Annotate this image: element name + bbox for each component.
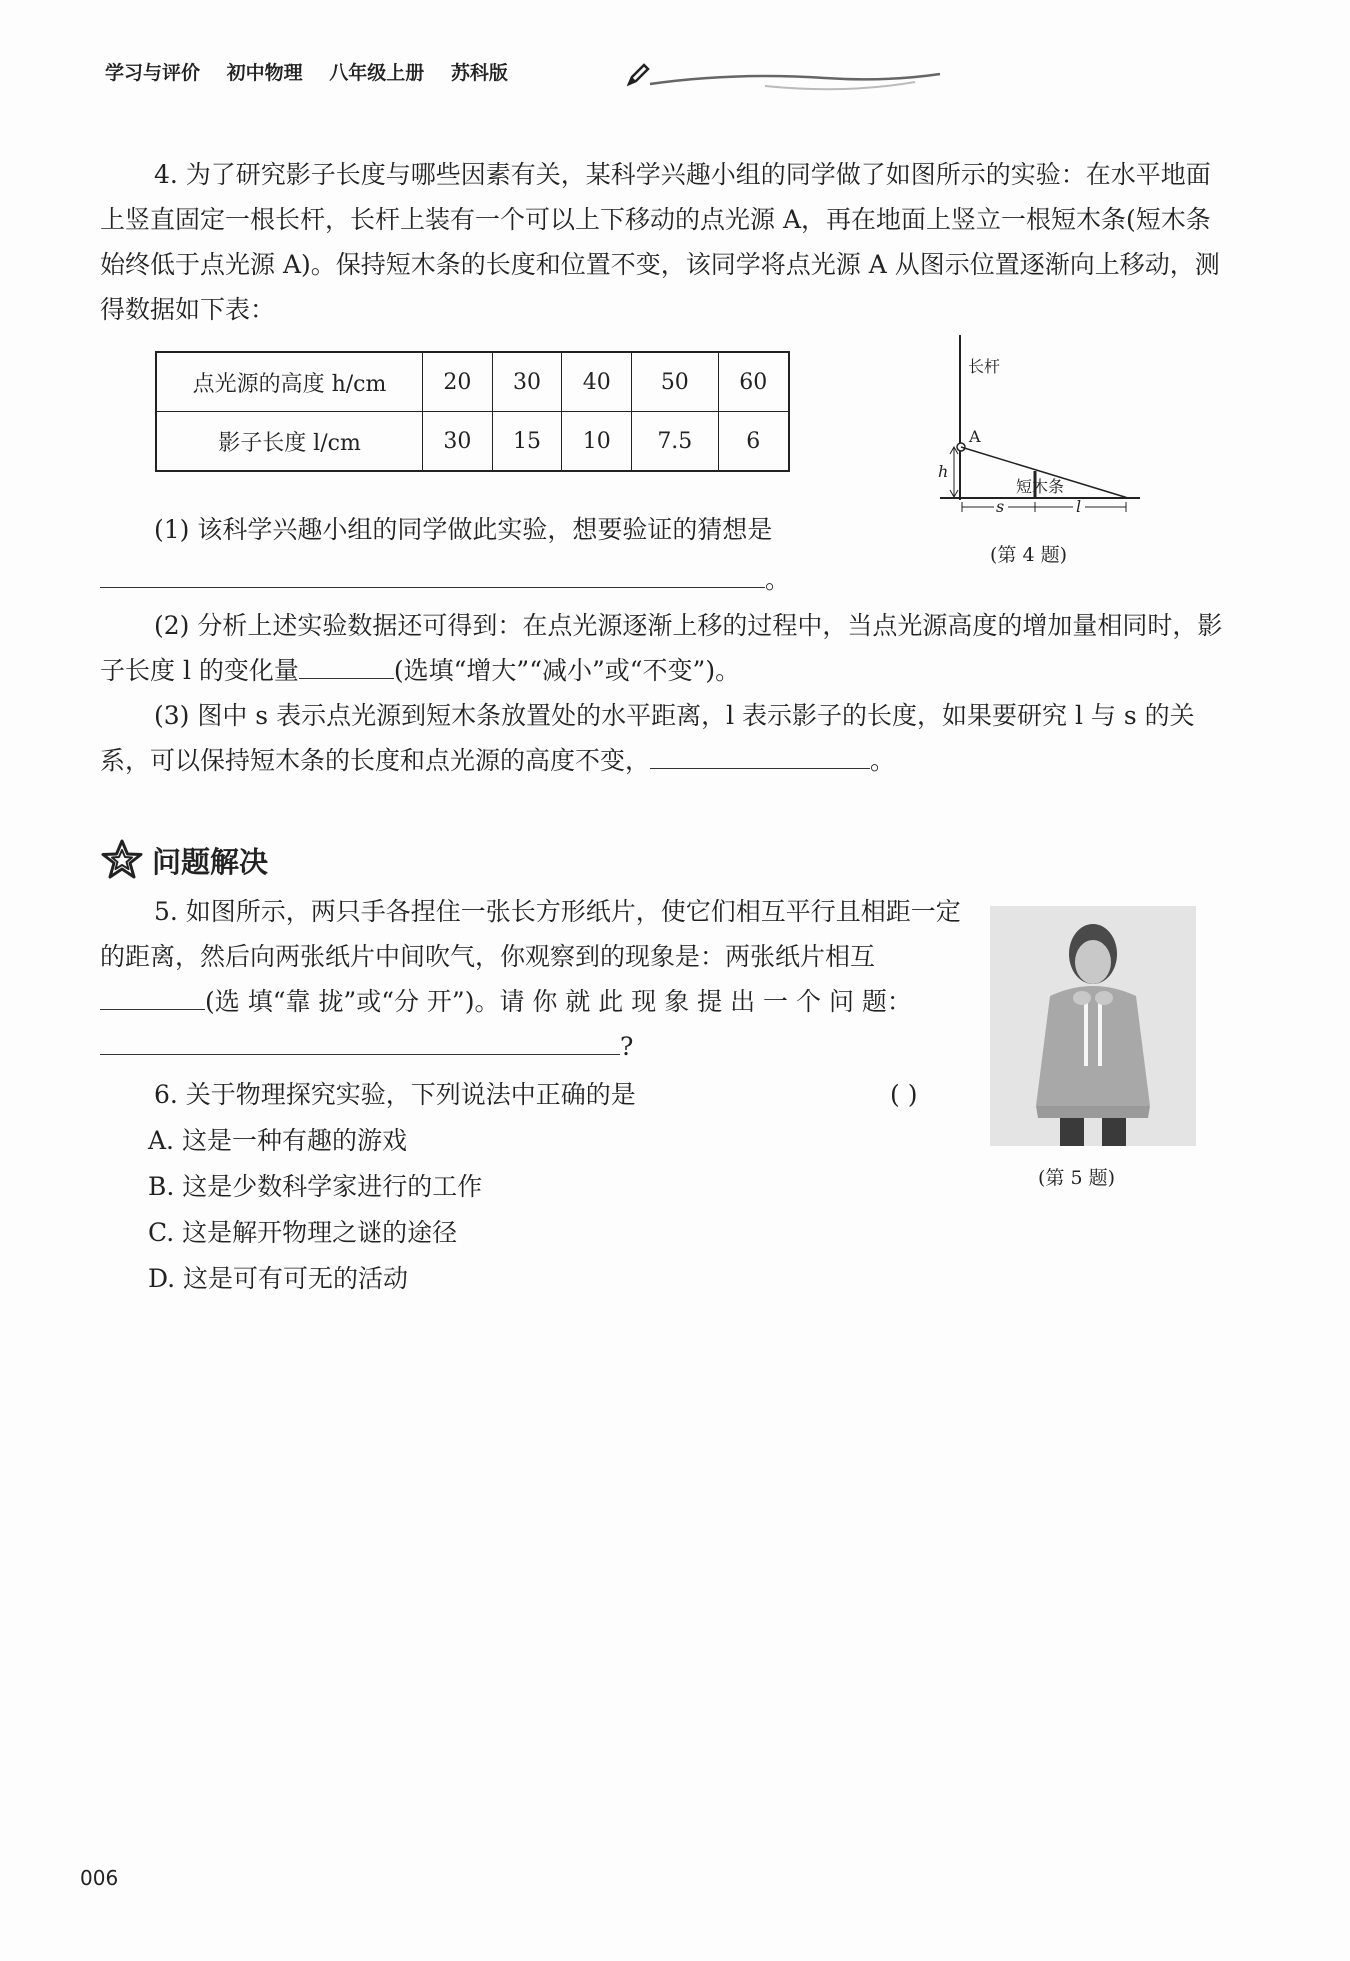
q5-text (100, 889, 970, 1069)
person-blowing-paper-image (990, 906, 1196, 1146)
table-cell: 7.5 (632, 412, 719, 472)
table-cell: 50 (632, 352, 719, 412)
q4-sub3-answer-blank[interactable] (650, 738, 870, 769)
stick-label: 短木条 (1016, 477, 1065, 496)
q5-photo (990, 906, 1196, 1146)
table-cell: 40 (562, 352, 632, 412)
q6-option-c: C. 这是解开物理之谜的途径 (148, 1218, 458, 1247)
q4-sub2 (100, 603, 1230, 693)
q4-sub2-text: (2) 分析上述实验数据还可得到：在点光源逐渐上移的过程中，当点光源高度的增加量相同时，影子长度 l 的变化量 (100, 611, 1223, 685)
table-cell: 15 (492, 412, 562, 472)
header-edition: 苏科版 (450, 62, 508, 84)
q6-option-a: A. 这是一种有趣的游戏 (148, 1126, 407, 1155)
header-book: 学习与评价 (105, 62, 201, 84)
table-cell: 20 (423, 352, 493, 412)
q4-shadow-diagram (900, 330, 1150, 530)
table-cell: 30 (423, 412, 493, 472)
table-row (156, 412, 789, 472)
q6-option-d: D. 这是可有可无的活动 (148, 1264, 409, 1293)
q5-text-b: (选 填“靠 拢”或“分 开”)。请 你 就 此 现 象 提 出 一 个 问 题： (205, 987, 912, 1016)
q5-text-end: ? (620, 1032, 634, 1061)
q4-intro: 4. 为了研究影子长度与哪些因素有关，某科学兴趣小组的同学做了如图所示的实验：在水平地面上竖直固定一根长杆，长杆上装有一个可以上下移动的点光源 A，再在地面上竖立一根短木条(短木条始终低于点光源 A)。保持短木条的长度和位置不变，该同学将点光源 A 从图示位置逐渐向上移动，测得数据如下表： (100, 160, 1220, 324)
q4-sub3-end: 。 (870, 746, 896, 775)
header-swoosh-decoration (645, 64, 945, 104)
q4-sub2-answer-blank[interactable] (299, 648, 394, 679)
table-row-label: 点光源的高度 h/cm (156, 352, 423, 412)
q4-data-table (155, 351, 790, 472)
section-title: 问题解决 (152, 845, 269, 879)
header-grade: 八年级上册 (329, 62, 425, 84)
star-icon (100, 838, 144, 882)
q6-stem: 6. 关于物理探究实验，下列说法中正确的是 (154, 1080, 636, 1109)
q4-sub3-text: (3) 图中 s 表示点光源到短木条放置处的水平距离，l 表示影子的长度，如果要研究 l 与 s 的关系，可以保持短木条的长度和点光源的高度不变， (100, 701, 1195, 775)
l-label: l (1076, 497, 1082, 516)
q4-sub1-text: (1) 该科学兴趣小组的同学做此实验，想要验证的猜想是 (154, 515, 773, 544)
q4-sub1 (100, 507, 860, 552)
page-number: 006 (80, 1866, 119, 1890)
q5-answer-blank-1[interactable] (100, 979, 205, 1010)
q4-sub1-answer-blank[interactable] (100, 557, 765, 588)
q4-sub1-end: 。 (765, 565, 791, 594)
header-level: 初中物理 (226, 62, 303, 84)
table-cell: 6 (718, 412, 789, 472)
page-header (105, 58, 865, 102)
q6-answer-paren[interactable]: ( ) (890, 1080, 918, 1109)
q5-text-a: 5. 如图所示，两只手各捏住一张长方形纸片，使它们相互平行且相距一定的距离，然后向两张纸片中间吹气，你观察到的现象是：两张纸片相互 (100, 897, 961, 971)
s-label: s (996, 497, 1005, 516)
table-cell: 30 (492, 352, 562, 412)
table-row (156, 352, 789, 412)
table-row-label: 影子长度 l/cm (156, 412, 423, 472)
q5-answer-blank-2[interactable] (100, 1024, 620, 1055)
pole-label: 长杆 (968, 357, 1001, 376)
q4-figure-caption: (第 4 题) (990, 544, 1067, 566)
table-cell: 10 (562, 412, 632, 472)
table-cell: 60 (718, 352, 789, 412)
h-label: h (938, 462, 949, 481)
q4-sub1-answer-line (100, 557, 1230, 602)
point-a-label: A (969, 427, 981, 446)
q4-sub2-end: (选填“增大”“减小”或“不变”)。 (393, 656, 741, 685)
q4-sub3 (100, 693, 1230, 783)
q5-figure-caption: (第 5 题) (1038, 1167, 1115, 1189)
q6-option-b: B. 这是少数科学家进行的工作 (148, 1172, 483, 1201)
